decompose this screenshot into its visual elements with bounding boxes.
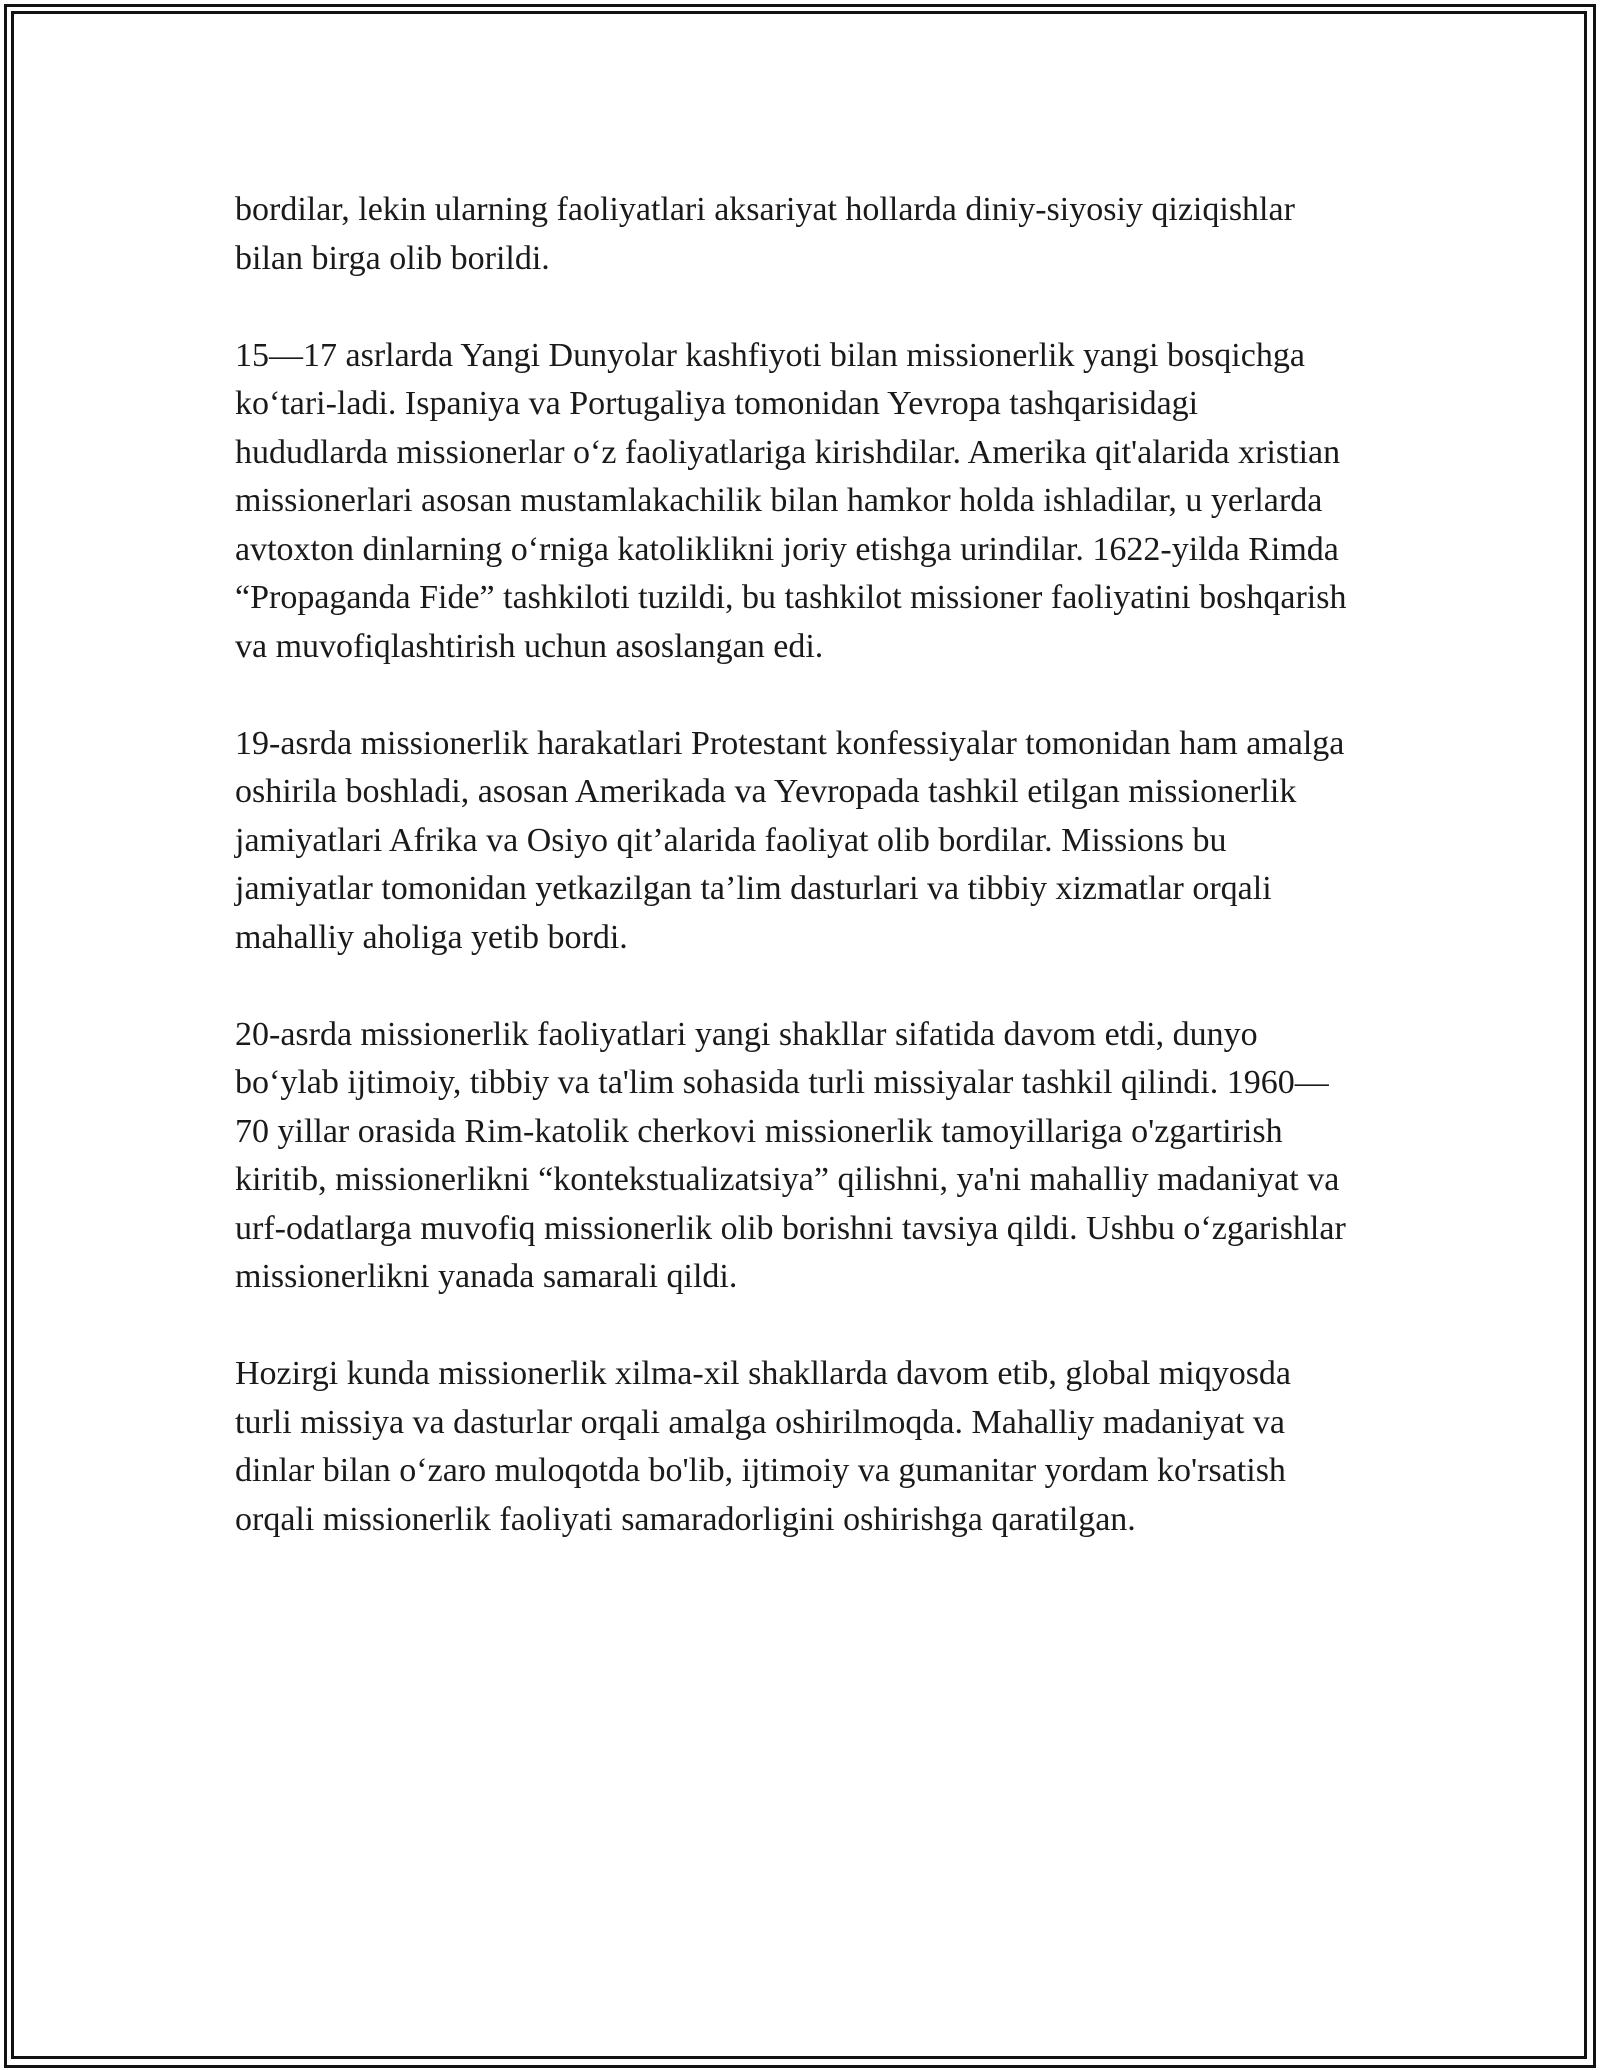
paragraph-present-day: Hozirgi kunda missionerlik xilma-xil shakllarda davom etib, global miqyosda turli missiya va dasturlar orqali amalga oshirilmoqda. Mahalliy madaniyat va dinlar bilan o‘zaro muloqotda bo'lib, ijtimoiy va gumanitar yordam ko'rsatish orqali missionerlik faoliyati samaradorligini oshirishga qaratilgan. [235, 1355, 1292, 1538]
document-body [235, 186, 1355, 1593]
paragraph-15-17-centuries: 15—17 asrlarda Yangi Dunyolar kashfiyoti bilan missionerlik yangi bosqichga ko‘tari-ladi. Ispaniya va Portugaliya tomonidan Yevropa tashqarisidagi hududlarda missionerlar o‘z faoliyatlariga kirishdilar. Amerika qit'alarida xristian missionerlari asosan mustamlakachilik bilan hamkor holda ishladilar, u yerlarda avtoxton dinlarning o‘rniga katoliklikni joriy etishga urindilar. 1622-yilda Rimda “Propaganda Fide” tashkiloti tuzildi, bu tashkilot missioner faoliyatini boshqarish va muvofiqlashtirish uchun asoslangan edi. [235, 336, 1347, 665]
paragraph-20th-century: 20-asrda missionerlik faoliyatlari yangi shakllar sifatida davom etdi, dunyo bo‘ylab ijtimoiy, tibbiy va ta'lim sohasida turli missiyalar tashkil qilindi. 1960—70 yillar orasida Rim-katolik cherkovi missionerlik tamoyillariga o'zgartirish kiritib, missionerlikni “kontekstualizatsiya” qilishni, ya'ni mahalliy madaniyat va urf-odatlarga muvofiq missionerlik olib borishni tavsiya qildi. Ushbu o‘zgarishlar missionerlikni yanada samarali qildi. [235, 1015, 1346, 1295]
paragraph-continuation: bordilar, lekin ularning faoliyatlari aksariyat hollarda diniy-siyosiy qiziqishlar bilan birga olib borildi. [235, 191, 1295, 277]
paragraph-19th-century: 19-asrda missionerlik harakatlari Protestant konfessiyalar tomonidan ham amalga oshirila boshladi, asosan Amerikada va Yevropada tashkil etilgan missionerlik jamiyatlari Afrika va Osiyo qit’alarida faoliyat olib bordilar. Missions bu jamiyatlar tomonidan yetkazilgan ta’lim dasturlari va tibbiy xizmatlar orqali mahalliy aholiga yetib bordi. [235, 724, 1345, 956]
